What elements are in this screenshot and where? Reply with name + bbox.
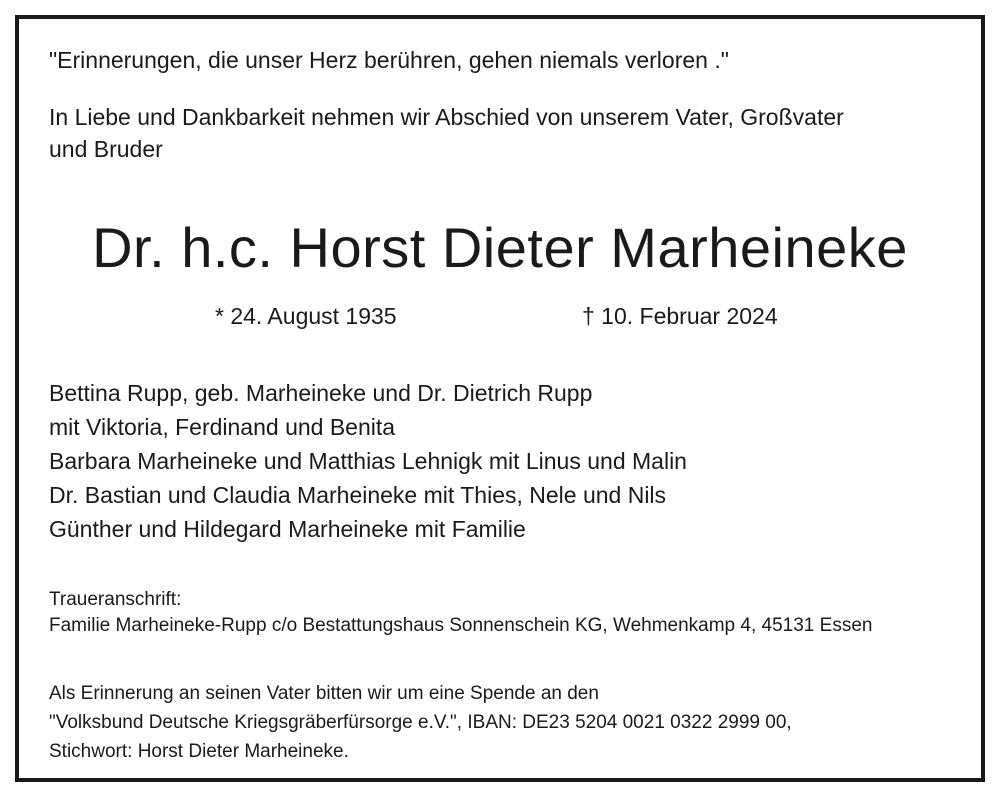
donation-line: Als Erinnerung an seinen Vater bitten wir um eine Spende an den xyxy=(49,683,599,704)
mourner-line: Günther und Hildegard Marheineke mit Familie xyxy=(49,516,526,542)
address-label: Traueranschrift: xyxy=(49,589,182,610)
mourners-list xyxy=(49,376,687,546)
mourner-line: Bettina Rupp, geb. Marheineke und Dr. Dietrich Rupp xyxy=(49,380,593,406)
opening-quote: "Erinnerungen, die unser Herz berühren, gehen niemals verloren ." xyxy=(49,47,729,73)
birth-date: * 24. August 1935 xyxy=(215,303,397,329)
intro-line: In Liebe und Dankbarkeit nehmen wir Abschied von unserem Vater, Großvater xyxy=(49,104,844,130)
address-line: Familie Marheineke-Rupp c/o Bestattungshaus Sonnenschein KG, Wehmenkamp 4, 45131 Essen xyxy=(49,615,873,636)
mourner-line: mit Viktoria, Ferdinand und Benita xyxy=(49,414,396,440)
mourning-address xyxy=(49,587,872,639)
intro-line: und Bruder xyxy=(49,136,163,162)
death-date: † 10. Februar 2024 xyxy=(582,303,778,329)
mourner-line: Barbara Marheineke und Matthias Lehnigk mit Linus und Malin xyxy=(49,448,687,474)
donation-request xyxy=(49,679,792,766)
mourner-line: Dr. Bastian und Claudia Marheineke mit Thies, Nele und Nils xyxy=(49,482,667,508)
intro-text xyxy=(49,101,844,165)
deceased-name: Dr. h.c. Horst Dieter Marheineke xyxy=(92,216,908,279)
donation-line: Stichwort: Horst Dieter Marheineke. xyxy=(49,741,349,762)
obituary-frame xyxy=(15,15,985,782)
donation-line: "Volksbund Deutsche Kriegsgräberfürsorge e.V.", IBAN: DE23 5204 0021 0322 2999 00, xyxy=(49,712,792,733)
